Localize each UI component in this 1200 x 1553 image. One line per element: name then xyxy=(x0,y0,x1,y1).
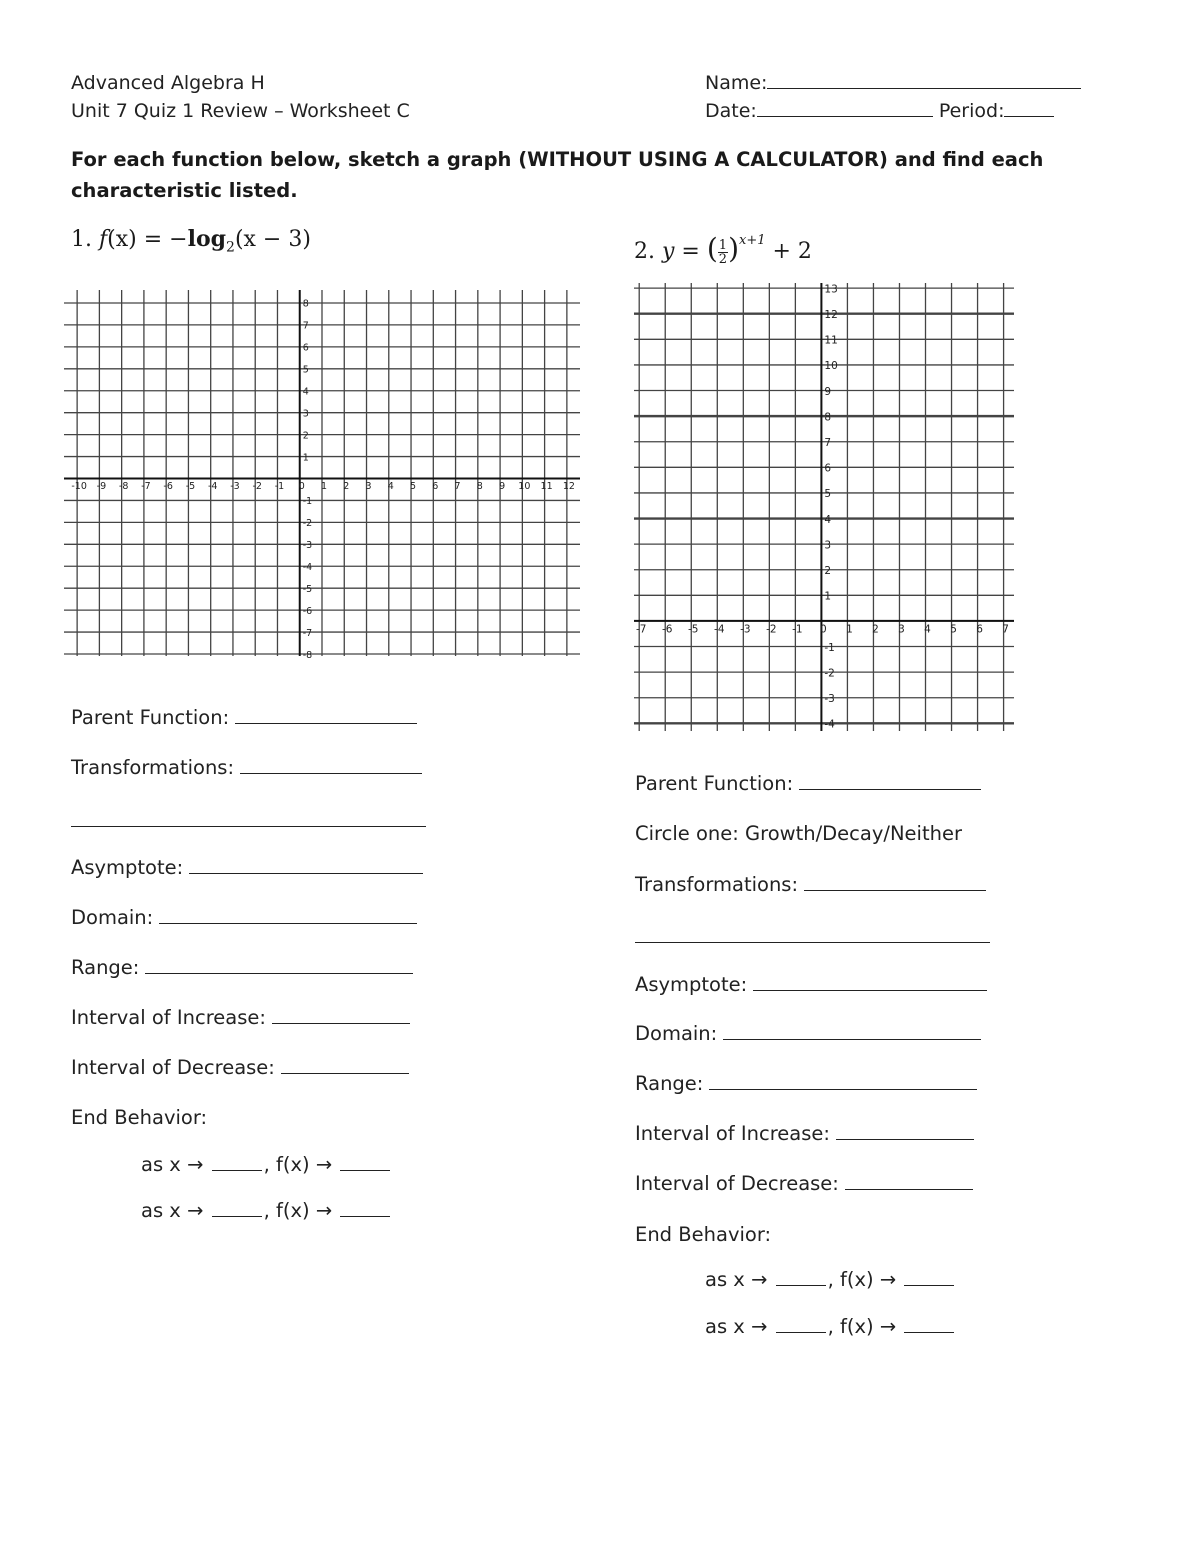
y-tick-label: 8 xyxy=(824,411,832,424)
y-tick-label: 3 xyxy=(302,408,309,420)
x-tick-label: 4 xyxy=(924,623,931,636)
p1-increase-label: Interval of Increase: xyxy=(71,1006,266,1029)
x-tick-label: 2 xyxy=(343,480,350,492)
p2-domain-row xyxy=(635,1022,981,1045)
p1-fx-label: , f(x) → xyxy=(263,1153,333,1176)
p2-end-fx-blank-1[interactable] xyxy=(904,1271,954,1286)
problem2-eq: = xyxy=(674,239,707,264)
y-tick-label: -8 xyxy=(302,649,313,658)
p2-end-behavior-label: End Behavior: xyxy=(635,1223,772,1246)
p1-increase-blank[interactable] xyxy=(272,1009,410,1024)
p2-transformations-row xyxy=(635,873,986,896)
p1-asymptote-row xyxy=(71,856,423,879)
problem1-lhs: f xyxy=(99,227,108,252)
date-blank[interactable] xyxy=(757,100,933,117)
p2-as-x-label: as x → xyxy=(705,1315,768,1338)
y-tick-label: 6 xyxy=(824,462,832,475)
p1-transformations-label: Transformations: xyxy=(71,756,235,779)
p1-end-x-blank-2[interactable] xyxy=(212,1202,262,1217)
p2-asymptote-blank[interactable] xyxy=(753,976,987,991)
y-tick-label: 1 xyxy=(302,452,309,464)
x-tick-label: -2 xyxy=(252,480,262,492)
p1-increase-row xyxy=(71,1006,410,1029)
problem2-graph-grid[interactable] xyxy=(632,281,1016,733)
instructions: For each function below, sketch a graph (WITHOUT USING A CALCULATOR) and find each characteristic listed. xyxy=(71,148,1044,202)
p2-decrease-label: Interval of Decrease: xyxy=(635,1172,839,1195)
p2-increase-row xyxy=(635,1122,974,1145)
problem1-arg: (x) xyxy=(107,227,137,252)
x-tick-label: -5 xyxy=(185,480,196,492)
y-tick-label: -3 xyxy=(302,540,313,552)
y-tick-label: -1 xyxy=(302,496,313,508)
p2-domain-blank[interactable] xyxy=(723,1025,981,1040)
p1-as-x-label: as x → xyxy=(141,1199,204,1222)
p2-increase-label: Interval of Increase: xyxy=(635,1122,830,1145)
x-tick-label: -4 xyxy=(714,623,725,636)
p1-parent-row xyxy=(71,706,417,729)
x-tick-label: 3 xyxy=(365,480,372,492)
problem2-number: 2. xyxy=(634,239,655,264)
y-tick-label: 6 xyxy=(302,342,309,354)
x-tick-label: -10 xyxy=(71,480,87,492)
y-tick-label: 5 xyxy=(824,488,832,501)
y-tick-label: -4 xyxy=(302,561,313,573)
x-tick-label: 0 xyxy=(820,623,827,636)
x-tick-label: -5 xyxy=(688,623,699,636)
p2-fx-label: , f(x) → xyxy=(827,1315,897,1338)
x-tick-label: -7 xyxy=(635,623,647,636)
x-tick-label: 1 xyxy=(320,480,328,492)
y-tick-label: -4 xyxy=(824,718,835,731)
p1-end-behavior-row-2 xyxy=(141,1199,392,1222)
p1-transformations-row xyxy=(71,756,422,779)
p2-fx-label: , f(x) → xyxy=(827,1268,897,1291)
p1-transformations-blank-2[interactable] xyxy=(71,826,426,827)
p1-end-behavior-label: End Behavior: xyxy=(71,1106,208,1129)
name-label: Name: xyxy=(705,72,768,94)
y-tick-label: 4 xyxy=(302,386,309,398)
p1-decrease-blank[interactable] xyxy=(281,1059,409,1074)
period-label: Period: xyxy=(938,100,1005,122)
p2-end-behavior-row-2 xyxy=(705,1315,956,1338)
p1-as-x-label: as x → xyxy=(141,1153,204,1176)
p1-transformations-blank[interactable] xyxy=(240,759,422,774)
problem1-inner: (x − 3) xyxy=(234,227,311,252)
x-tick-label: 1 xyxy=(846,623,853,636)
p2-range-blank[interactable] xyxy=(709,1075,977,1090)
x-tick-label: -1 xyxy=(792,623,803,636)
p1-end-x-blank-1[interactable] xyxy=(212,1156,262,1171)
p2-end-behavior-row-1 xyxy=(705,1268,956,1291)
p1-end-fx-blank-1[interactable] xyxy=(340,1156,390,1171)
x-tick-label: 2 xyxy=(872,623,879,636)
p2-transformations-blank-2[interactable] xyxy=(635,942,990,943)
y-tick-label: 2 xyxy=(824,564,832,577)
x-tick-label: 5 xyxy=(950,623,957,636)
y-tick-label: 8 xyxy=(302,298,309,310)
x-tick-label: -6 xyxy=(163,480,173,492)
x-tick-label: -2 xyxy=(766,623,777,636)
p2-transformations-blank[interactable] xyxy=(804,876,986,891)
y-tick-label: -2 xyxy=(824,667,835,680)
problem2-frac-num: 1 xyxy=(718,237,728,253)
p1-domain-row xyxy=(71,906,417,929)
p1-asymptote-blank[interactable] xyxy=(189,859,423,874)
date-label: Date: xyxy=(705,100,757,122)
x-tick-label: 0 xyxy=(298,480,305,492)
p1-asymptote-label: Asymptote: xyxy=(71,856,184,879)
y-tick-label: 2 xyxy=(302,430,309,442)
y-tick-label: 4 xyxy=(824,513,832,526)
x-tick-label: 10 xyxy=(518,480,531,492)
x-tick-label: 9 xyxy=(499,480,506,492)
y-tick-label: 13 xyxy=(824,283,838,296)
x-tick-label: 4 xyxy=(387,480,394,492)
p1-range-row xyxy=(71,956,413,979)
p1-parent-label: Parent Function: xyxy=(71,706,230,729)
problem2-fraction xyxy=(718,239,728,266)
p2-domain-label: Domain: xyxy=(635,1022,718,1045)
x-tick-label: -6 xyxy=(661,623,673,636)
problem1-eq: = − xyxy=(136,227,188,252)
p2-parent-row xyxy=(635,772,981,795)
x-tick-label: -9 xyxy=(96,480,107,492)
p2-circle-one[interactable]: Circle one: Growth/Decay/Neither xyxy=(635,822,962,845)
y-tick-label: -3 xyxy=(824,692,835,705)
x-tick-label: 12 xyxy=(562,480,575,492)
problem2-plus: + 2 xyxy=(765,239,812,264)
p2-range-row xyxy=(635,1072,977,1095)
y-tick-label: 7 xyxy=(824,436,832,449)
p2-end-x-blank-2[interactable] xyxy=(776,1318,826,1333)
problem2-frac-den: 2 xyxy=(718,251,728,267)
x-tick-label: 7 xyxy=(1002,623,1009,636)
p1-range-blank[interactable] xyxy=(145,959,413,974)
p1-parent-blank[interactable] xyxy=(235,709,417,724)
y-tick-label: -5 xyxy=(302,583,313,595)
p2-as-x-label: as x → xyxy=(705,1268,768,1291)
p2-range-label: Range: xyxy=(635,1072,704,1095)
x-tick-label: -7 xyxy=(141,480,151,492)
problem2-function: 2. y = ( $\frac{1}{2}$ )$^{x+1}$ + 2 xyxy=(634,232,812,267)
p2-decrease-blank[interactable] xyxy=(845,1175,973,1190)
problem1-function xyxy=(71,226,311,255)
worksheet-subtitle: Unit 7 Quiz 1 Review – Worksheet C xyxy=(71,100,410,122)
y-tick-label: -7 xyxy=(302,627,313,639)
y-tick-label: 11 xyxy=(824,334,838,347)
name-blank[interactable] xyxy=(767,72,1081,89)
p2-end-fx-blank-2[interactable] xyxy=(904,1318,954,1333)
x-tick-label: 6 xyxy=(976,623,983,636)
p2-parent-label: Parent Function: xyxy=(635,772,794,795)
problem1-base: 2 xyxy=(226,239,235,256)
p1-decrease-row xyxy=(71,1056,409,1079)
x-tick-label: -1 xyxy=(274,480,285,492)
date-row xyxy=(705,100,1054,122)
y-tick-label: 5 xyxy=(302,364,309,376)
x-tick-label: 3 xyxy=(898,623,905,636)
p1-end-fx-blank-2[interactable] xyxy=(340,1202,390,1217)
course-title: Advanced Algebra H xyxy=(71,72,265,94)
p1-range-label: Range: xyxy=(71,956,140,979)
y-tick-label: 12 xyxy=(824,308,838,321)
x-tick-label: -4 xyxy=(207,480,218,492)
x-tick-label: 11 xyxy=(540,480,553,492)
p2-asymptote-label: Asymptote: xyxy=(635,973,748,996)
y-tick-label: 10 xyxy=(824,360,838,373)
p1-end-behavior-row-1 xyxy=(141,1153,392,1176)
p2-transformations-label: Transformations: xyxy=(635,873,799,896)
p2-decrease-row xyxy=(635,1172,973,1195)
p2-asymptote-row xyxy=(635,973,987,996)
x-tick-label: -3 xyxy=(740,623,751,636)
p1-domain-label: Domain: xyxy=(71,906,154,929)
y-tick-label: -6 xyxy=(302,605,313,617)
y-tick-label: 1 xyxy=(824,590,832,603)
y-tick-label: 7 xyxy=(302,320,309,332)
problem1-number: 1. xyxy=(71,227,92,252)
problem1-log: log xyxy=(187,226,227,252)
p2-increase-blank[interactable] xyxy=(836,1125,974,1140)
problem2-lhs: y xyxy=(662,239,675,264)
x-tick-label: 8 xyxy=(476,480,483,492)
problem1-graph-grid[interactable] xyxy=(62,288,582,658)
p2-parent-blank[interactable] xyxy=(799,775,981,790)
y-tick-label: -1 xyxy=(824,641,835,654)
x-tick-label: 6 xyxy=(432,480,439,492)
y-tick-label: -2 xyxy=(302,518,313,530)
problem2-exponent: x+1 xyxy=(739,232,766,248)
name-row xyxy=(705,72,1081,94)
x-tick-label: 7 xyxy=(454,480,461,492)
p1-decrease-label: Interval of Decrease: xyxy=(71,1056,275,1079)
x-tick-label: -8 xyxy=(118,480,129,492)
p2-end-x-blank-1[interactable] xyxy=(776,1271,826,1286)
y-tick-label: 9 xyxy=(824,385,832,398)
period-blank[interactable] xyxy=(1004,100,1054,117)
p1-fx-label: , f(x) → xyxy=(263,1199,333,1222)
x-tick-label: -3 xyxy=(230,480,240,492)
x-tick-label: 5 xyxy=(410,480,417,492)
y-tick-label: 3 xyxy=(824,539,832,552)
p1-domain-blank[interactable] xyxy=(159,909,417,924)
